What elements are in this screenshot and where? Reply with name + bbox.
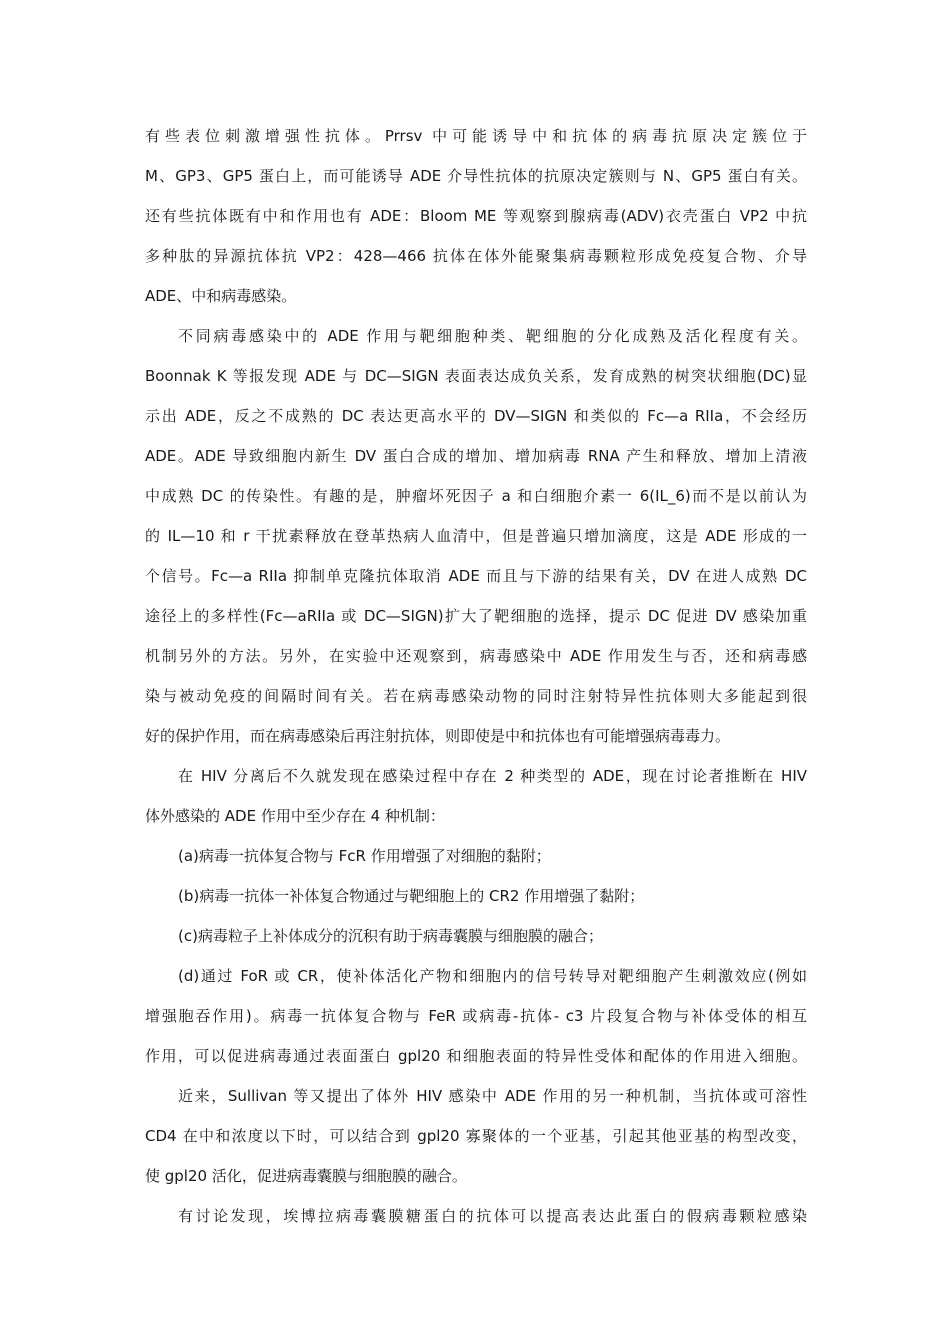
text-line: (c)病毒粒子上补体成分的沉积有助于病毒囊膜与细胞膜的融合； xyxy=(178,927,603,945)
text-line: 个信号。Fc—a RIIa 抑制单克隆抗体取消 ADE 而且与下游的结果有关，DV 在进人成熟 DC xyxy=(145,567,807,585)
text-line: 近来，Sullivan 等又提出了体外 HIV 感染中 ADE 作用的另一种机制，当抗体或可溶性 xyxy=(178,1087,807,1105)
text-line: 多种肽的异源抗体抗 VP2：428—466 抗体在体外能聚集病毒颗粒形成免疫复合物、介导 xyxy=(145,247,807,265)
text-line: 在 HIV 分离后不久就发现在感染过程中存在 2 种类型的 ADE，现在讨论者推断在 HIV xyxy=(178,767,807,785)
text-line: ADE、中和病毒感染。 xyxy=(145,287,297,305)
text-line: 示出 ADE，反之不成熟的 DC 表达更高水平的 DV—SIGN 和类似的 Fc—a RIIa，不会经历 xyxy=(145,407,807,425)
text-line: 增强胞吞作用)。病毒一抗体复合物与 FeR 或病毒-抗体- c3 片段复合物与补体受体的相互 xyxy=(145,1007,807,1025)
text-line: 有讨论发现，埃博拉病毒囊膜糖蛋白的抗体可以提高表达此蛋白的假病毒颗粒感染 xyxy=(178,1207,807,1225)
text-line: CD4 在中和浓度以下时，可以结合到 gpl20 寡聚体的一个亚基，引起其他亚基的构型改变， xyxy=(145,1127,807,1145)
text-line: 的 IL—10 和 r 干扰素释放在登革热病人血清中，但是普遍只增加滴度，这是 ADE 形成的一 xyxy=(145,527,807,545)
text-line: (b)病毒一抗体一补体复合物通过与靶细胞上的 CR2 作用增强了黏附； xyxy=(178,887,645,905)
text-line: ADE。ADE 导致细胞内新生 DV 蛋白合成的增加、增加病毒 RNA 产生和释放、增加上清液 xyxy=(145,447,807,465)
text-line: 染与被动免疫的间隔时间有关。若在病毒感染动物的同时注射特异性抗体则大多能起到很 xyxy=(145,687,807,705)
text-line: 使 gpl20 活化，促进病毒囊膜与细胞膜的融合。 xyxy=(145,1167,467,1185)
text-line: 有些表位刺激增强性抗体。Prrsv 中可能诱导中和抗体的病毒抗原决定簇位于 xyxy=(145,127,807,145)
text-line: 机制另外的方法。另外，在实验中还观察到，病毒感染中 ADE 作用发生与否，还和病毒感 xyxy=(145,647,807,665)
text-line: M、GP3、GP5 蛋白上，而可能诱导 ADE 介导性抗体的抗原决定簇则与 N、GP5 蛋白有关。 xyxy=(145,167,807,185)
text-line: Boonnak K 等报发现 ADE 与 DC—SIGN 表面表达成负关系，发育成熟的树突状细胞(DC)显 xyxy=(145,367,807,385)
text-line: (a)病毒一抗体复合物与 FcR 作用增强了对细胞的黏附； xyxy=(178,847,551,865)
text-line: 不同病毒感染中的 ADE 作用与靶细胞种类、靶细胞的分化成熟及活化程度有关。 xyxy=(178,327,807,345)
text-line: 体外感染的 ADE 作用中至少存在 4 种机制： xyxy=(145,807,445,825)
text-line: 途径上的多样性(Fc—aRIIa 或 DC—SIGN)扩大了靶细胞的选择，提示 DC 促进 DV 感染加重 xyxy=(145,607,807,625)
text-line: 作用，可以促进病毒通过表面蛋白 gpl20 和细胞表面的特异性受体和配体的作用进入细胞。 xyxy=(145,1047,807,1065)
text-line: 还有些抗体既有中和作用也有 ADE：Bloom ME 等观察到腺病毒(ADV)衣壳蛋白 VP2 中抗 xyxy=(145,207,807,225)
text-line: 中成熟 DC 的传染性。有趣的是，肿瘤坏死因子 a 和白细胞介素一 6(IL_6)而不是以前认为 xyxy=(145,487,807,505)
text-line: (d)通过 FoR 或 CR，使补体活化产物和细胞内的信号转导对靶细胞产生刺激效应(例如 xyxy=(178,967,807,985)
text-line: 好的保护作用，而在病毒感染后再注射抗体，则即使是中和抗体也有可能增强病毒毒力。 xyxy=(145,727,731,745)
